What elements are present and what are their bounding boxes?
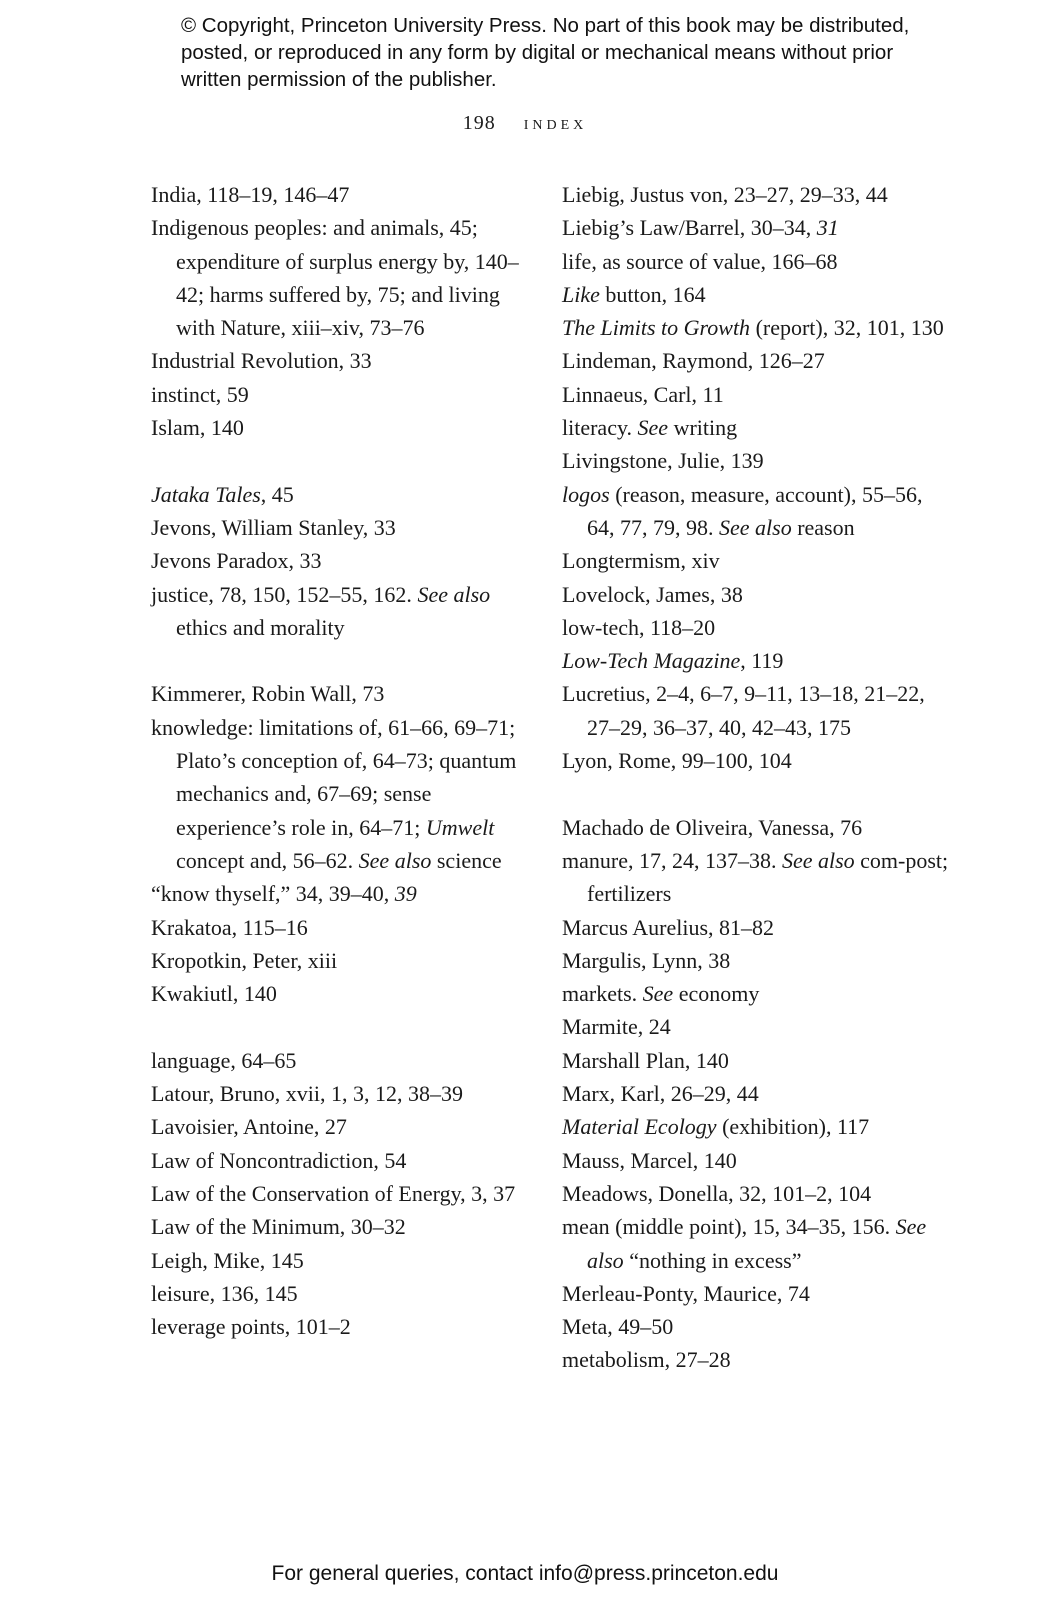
index-entry-text: Umwelt bbox=[425, 814, 495, 840]
index-entry-text: See also bbox=[417, 581, 491, 607]
footer-contact: For general queries, contact info@press.princeton.edu bbox=[271, 1562, 779, 1585]
index-entry bbox=[151, 911, 531, 944]
index-entry-text: See bbox=[637, 415, 669, 441]
letter-group-gap bbox=[151, 1010, 531, 1043]
index-entry bbox=[151, 1177, 531, 1210]
index-entry bbox=[562, 644, 952, 677]
index-entry-text: Lavoisier, Antoine, 27 bbox=[151, 1114, 347, 1140]
index-entry-text: Meadows, Donella, 32, 101–2, 104 bbox=[562, 1180, 872, 1206]
index-entry bbox=[562, 611, 952, 644]
index-entry bbox=[151, 1244, 531, 1277]
index-entry-text: reason bbox=[791, 514, 855, 540]
index-entry-text: (exhibition), 117 bbox=[716, 1114, 870, 1140]
index-entry-text: justice, 78, 150, 152–55, 162. bbox=[151, 581, 418, 607]
index-entry bbox=[562, 1044, 952, 1077]
index-entry bbox=[151, 478, 531, 511]
index-entry bbox=[562, 411, 952, 444]
index-entry bbox=[562, 578, 952, 611]
index-entry bbox=[562, 1077, 952, 1110]
index-entry-text: Jevons, William Stanley, 33 bbox=[151, 514, 396, 540]
index-entry bbox=[151, 211, 531, 344]
index-column-right bbox=[562, 178, 952, 1377]
index-entry-text: See also bbox=[587, 1214, 927, 1273]
index-entry-text: language, 64–65 bbox=[151, 1047, 297, 1073]
index-entry bbox=[562, 1210, 952, 1277]
index-entry-text: 31 bbox=[816, 215, 839, 241]
index-entry bbox=[151, 544, 531, 577]
index-entry-text: “nothing in excess” bbox=[623, 1247, 802, 1273]
index-entry-text: Mauss, Marcel, 140 bbox=[562, 1147, 737, 1173]
index-entry bbox=[151, 178, 531, 211]
index-entry-text: Marmite, 24 bbox=[562, 1014, 671, 1040]
index-entry bbox=[151, 1277, 531, 1310]
index-entry-text: com-post; fertilizers bbox=[587, 847, 949, 907]
index-entry bbox=[151, 944, 531, 977]
index-entry-text: Material Ecology bbox=[562, 1114, 717, 1140]
page-number: 198 bbox=[462, 112, 496, 134]
index-entry-text: mean (middle point), 15, 34–35, 156. bbox=[562, 1214, 896, 1240]
index-entry-text: Lyon, Rome, 99–100, 104 bbox=[562, 748, 792, 774]
index-entry-text: instinct, 59 bbox=[151, 381, 249, 407]
index-entry-text: Like bbox=[562, 281, 600, 307]
letter-group-gap bbox=[562, 777, 952, 810]
index-entry bbox=[562, 344, 952, 377]
index-entry bbox=[151, 511, 531, 544]
index-entry-text: Liebig’s Law/Barrel, 30–34, bbox=[562, 215, 817, 241]
index-entry bbox=[151, 1110, 531, 1143]
index-entry bbox=[562, 278, 952, 311]
index-entry-text: , 119 bbox=[740, 648, 784, 674]
index-entry-text: Marshall Plan, 140 bbox=[562, 1047, 729, 1073]
index-entry bbox=[151, 378, 531, 411]
index-entry-text: Jevons Paradox, 33 bbox=[151, 548, 322, 574]
index-entry bbox=[562, 911, 952, 944]
index-entry-text: Lucretius, 2–4, 6–7, 9–11, 13–18, 21–22, 27–29, 36–37, 40, 42–43, 175 bbox=[562, 681, 925, 740]
index-entry-text: The Limits to Growth bbox=[562, 315, 751, 341]
index-entry bbox=[562, 245, 952, 278]
index-entry-text: Low-Tech Magazine bbox=[562, 648, 741, 674]
index-entry bbox=[151, 1044, 531, 1077]
index-column-left bbox=[151, 178, 531, 1343]
index-entry-text: Longtermism, xiv bbox=[562, 548, 720, 574]
index-entry-text: writing bbox=[668, 415, 738, 441]
index-entry-text: Marx, Karl, 26–29, 44 bbox=[562, 1081, 759, 1107]
index-entry-text: Latour, Bruno, xvii, 1, 3, 12, 38–39 bbox=[151, 1081, 463, 1107]
index-entry bbox=[562, 1277, 952, 1310]
letter-group-gap bbox=[151, 444, 531, 477]
index-entry-text: See also bbox=[358, 847, 432, 873]
index-entry-text: Law of the Minimum, 30–32 bbox=[151, 1214, 406, 1240]
index-entry bbox=[562, 378, 952, 411]
index-entry bbox=[562, 311, 952, 344]
index-entry-text: life, as source of value, 166–68 bbox=[562, 248, 838, 274]
index-entry bbox=[562, 1110, 952, 1143]
index-entry-text: button, 164 bbox=[599, 281, 706, 307]
index-entry-text: knowledge: limitations of, 61–66, 69–71; Plato’s conception of, 64–73; quantum mechanics and, 67–69; sense experience’s role in, 64–71; bbox=[151, 714, 517, 840]
index-entry bbox=[151, 1210, 531, 1243]
index-entry-text: Jataka Tales bbox=[151, 481, 261, 507]
index-entry bbox=[562, 677, 952, 744]
index-entry bbox=[151, 1144, 531, 1177]
index-entry bbox=[151, 711, 531, 877]
index-entry-text: Krakatoa, 115–16 bbox=[151, 914, 308, 940]
index-entry bbox=[562, 744, 952, 777]
index-entry bbox=[562, 1343, 952, 1376]
index-entry bbox=[562, 1310, 952, 1343]
index-entry-text: , 45 bbox=[260, 481, 294, 507]
index-entry bbox=[562, 944, 952, 977]
index-entry-text: Kropotkin, Peter, xiii bbox=[151, 947, 338, 973]
index-entry-text: (reason, measure, account), 55–56, 64, 77, 79, 98. bbox=[587, 481, 923, 540]
index-entry-text: Meta, 49–50 bbox=[562, 1314, 674, 1340]
index-entry bbox=[151, 1077, 531, 1110]
index-entry-text: Law of Noncontradiction, 54 bbox=[151, 1147, 407, 1173]
index-entry bbox=[562, 844, 952, 911]
index-entry-text: India, 118–19, 146–47 bbox=[151, 182, 350, 207]
index-entry-text: leisure, 136, 145 bbox=[151, 1280, 298, 1306]
index-entry bbox=[562, 977, 952, 1010]
copyright-notice: © Copyright, Princeton University Press. No part of this book may be distributed, posted, or reproduced in any form by digital or mechanical means without prior written permission of the publisher. bbox=[181, 14, 910, 91]
index-entry-text: Margulis, Lynn, 38 bbox=[562, 947, 731, 973]
index-entry bbox=[562, 811, 952, 844]
index-entry-text: science bbox=[431, 847, 502, 873]
index-entry-text: Livingstone, Julie, 139 bbox=[562, 448, 764, 474]
index-entry-text: See also bbox=[719, 514, 792, 540]
running-head bbox=[0, 112, 1050, 135]
index-entry-text: low-tech, 118–20 bbox=[562, 614, 716, 640]
index-entry-text: Merleau-Ponty, Maurice, 74 bbox=[562, 1280, 810, 1306]
index-entry bbox=[562, 1144, 952, 1177]
index-entry-text: Kimmerer, Robin Wall, 73 bbox=[151, 681, 385, 707]
index-entry bbox=[562, 1010, 952, 1043]
index-entry-text: Islam, 140 bbox=[151, 415, 244, 441]
index-entry-text: 39 bbox=[394, 881, 417, 907]
index-entry bbox=[151, 411, 531, 444]
section-title: index bbox=[523, 112, 588, 134]
index-entry-text: See also bbox=[781, 847, 855, 873]
index-entry-text: leverage points, 101–2 bbox=[151, 1314, 351, 1340]
index-entry-text: Law of the Conservation of Energy, 3, 37 bbox=[151, 1180, 516, 1206]
index-entry-text: “know thyself,” 34, 39–40, bbox=[151, 881, 395, 907]
index-entry bbox=[151, 977, 531, 1010]
index-entry bbox=[151, 578, 531, 645]
index-entry bbox=[151, 344, 531, 377]
index-entry bbox=[151, 1310, 531, 1343]
index-entry bbox=[562, 544, 952, 577]
index-entry-text: Lindeman, Raymond, 126–27 bbox=[562, 348, 825, 374]
index-entry bbox=[151, 877, 531, 910]
index-entry-text: logos bbox=[562, 481, 610, 507]
index-entry-text: Machado de Oliveira, Vanessa, 76 bbox=[562, 814, 863, 840]
index-entry bbox=[562, 478, 952, 545]
index-entry-text: ethics and morality bbox=[176, 614, 345, 640]
letter-group-gap bbox=[151, 644, 531, 677]
index-entry-text: Liebig, Justus von, 23–27, 29–33, 44 bbox=[562, 182, 888, 207]
index-entry-text: economy bbox=[673, 981, 760, 1007]
index-entry-text: Leigh, Mike, 145 bbox=[151, 1247, 304, 1273]
index-entry bbox=[562, 444, 952, 477]
index-entry-text: Lovelock, James, 38 bbox=[562, 581, 743, 607]
index-entry bbox=[562, 211, 952, 244]
index-entry-text: manure, 17, 24, 137–38. bbox=[562, 847, 782, 873]
index-entry bbox=[562, 1177, 952, 1210]
index-entry-text: concept and, 56–62. bbox=[176, 847, 359, 873]
index-entry-text: Industrial Revolution, 33 bbox=[151, 348, 372, 374]
index-entry-text: markets. bbox=[562, 981, 643, 1007]
index-entry bbox=[562, 178, 952, 211]
index-entry-text: Indigenous peoples: and animals, 45; expenditure of surplus energy by, 140–42; harms suffered by, 75; and living with Nature, xiii–xiv, 73–76 bbox=[151, 215, 519, 341]
index-entry-text: Linnaeus, Carl, 11 bbox=[562, 381, 724, 407]
index-entry bbox=[151, 677, 531, 710]
index-entry-text: See bbox=[642, 981, 674, 1007]
index-entry-text: Marcus Aurelius, 81–82 bbox=[562, 914, 775, 940]
index-entry-text: metabolism, 27–28 bbox=[562, 1347, 731, 1373]
index-entry-text: Kwakiutl, 140 bbox=[151, 981, 277, 1007]
index-entry-text: (report), 32, 101, 130 bbox=[750, 315, 944, 341]
index-entry-text: literacy. bbox=[562, 415, 638, 441]
